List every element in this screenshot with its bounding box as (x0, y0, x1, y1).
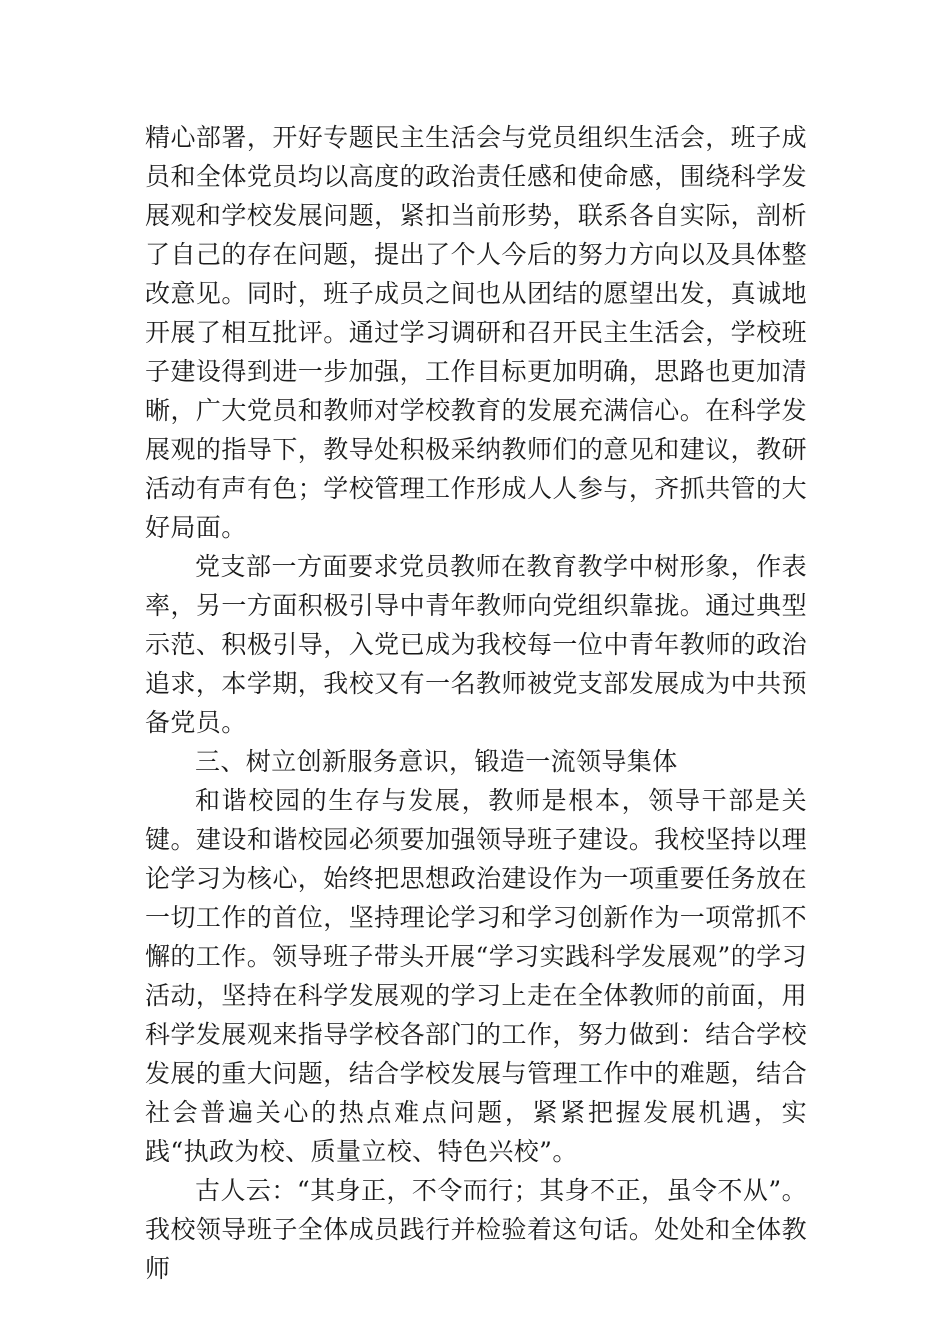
paragraph-3: 和谐校园的生存与发展，教师是根本，领导干部是关键。建设和谐校园必须要加强领导班子建设。我校坚持以理论学习为核心，始终把思想政治建设作为一项重要任务放在一切工作的首位，坚持理论学习和学习创新作为一项常抓不懈的工作。领导班子带头开展“学习实践科学发展观”的学习活动，坚持在科学发展观的学习上走在全体教师的前面，用科学发展观来指导学校各部门的工作，努力做到：结合学校发展的重大问题，结合学校发展与管理工作中的难题，结合社会普遍关心的热点难点问题，紧紧把握发展机遇，实践“执政为校、质量立校、特色兴校”。 (145, 786, 807, 1166)
paragraph-1: 精心部署，开好专题民主生活会与党员组织生活会，班子成员和全体党员均以高度的政治责任感和使命感，围绕科学发展观和学校发展问题，紧扣当前形势，联系各自实际，剖析了自己的存在问题，提出了个人今后的努力方向以及具体整改意见。同时，班子成员之间也从团结的愿望出发，真诚地开展了相互批评。通过学习调研和召开民主生活会，学校班子建设得到进一步加强，工作目标更加明确，思路也更加清晰，广大党员和教师对学校教育的发展充满信心。在科学发展观的指导下，教导处积极采纳教师们的意见和建议，教研活动有声有色；学校管理工作形成人人参与，齐抓共管的大好局面。 (145, 123, 807, 542)
paragraph-4: 古人云：“其身正，不令而行；其身不正，虽令不从”。我校领导班子全体成员践行并检验着这句话。处处和全体教师 (145, 1176, 807, 1283)
section-heading: 三、树立创新服务意识，锻造一流领导集体 (195, 747, 678, 776)
paragraph-2: 党支部一方面要求党员教师在教育教学中树形象，作表率，另一方面积极引导中青年教师向党组织靠拢。通过典型示范、积极引导，入党已成为我校每一位中青年教师的政治追求，本学期，我校又有一名教师被党支部发展成为中共预备党员。 (145, 552, 807, 737)
document-page (145, 118, 807, 1288)
